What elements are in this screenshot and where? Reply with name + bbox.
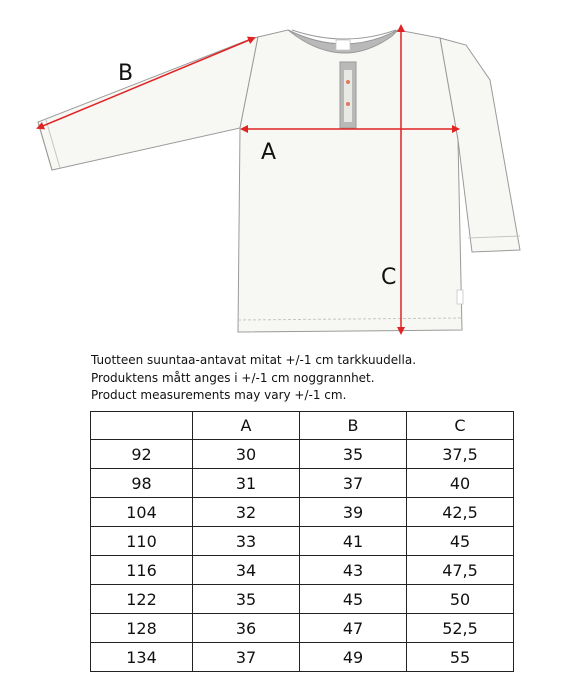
cell-a: 33 (193, 527, 300, 556)
cell-size: 104 (91, 498, 193, 527)
cell-size: 128 (91, 614, 193, 643)
note-finnish: Tuotteen suuntaa-antavat mitat +/-1 cm tarkkuudella. (91, 353, 417, 367)
cell-c: 52,5 (407, 614, 514, 643)
cell-c: 50 (407, 585, 514, 614)
shirt-illustration (38, 30, 520, 332)
cell-c: 37,5 (407, 440, 514, 469)
cell-c: 47,5 (407, 556, 514, 585)
table-header-row (91, 412, 514, 440)
header-a: A (193, 412, 300, 440)
cell-a: 35 (193, 585, 300, 614)
header-b: B (300, 412, 407, 440)
cell-c: 42,5 (407, 498, 514, 527)
button-top (346, 80, 350, 84)
button-bottom (346, 102, 350, 106)
cell-size: 122 (91, 585, 193, 614)
cell-size: 134 (91, 643, 193, 672)
cell-a: 37 (193, 643, 300, 672)
cell-b: 49 (300, 643, 407, 672)
cell-size: 116 (91, 556, 193, 585)
cell-a: 32 (193, 498, 300, 527)
header-c: C (407, 412, 514, 440)
cell-a: 31 (193, 469, 300, 498)
brand-tag (336, 40, 350, 50)
cell-b: 35 (300, 440, 407, 469)
table-row (91, 643, 514, 672)
cell-b: 39 (300, 498, 407, 527)
cell-c: 40 (407, 469, 514, 498)
dim-label-c: C (381, 265, 397, 290)
cell-b: 43 (300, 556, 407, 585)
note-swedish: Produktens mått anges i +/-1 cm noggrannhet. (91, 370, 375, 385)
measurement-notes (91, 352, 416, 405)
cell-b: 45 (300, 585, 407, 614)
cell-b: 41 (300, 527, 407, 556)
table-row (91, 498, 514, 527)
cell-b: 37 (300, 469, 407, 498)
table-row (91, 556, 514, 585)
placket-inner (344, 70, 352, 122)
cell-size: 98 (91, 469, 193, 498)
cell-a: 34 (193, 556, 300, 585)
side-tag (457, 290, 463, 304)
cell-size: 110 (91, 527, 193, 556)
cell-a: 36 (193, 614, 300, 643)
table-row (91, 585, 514, 614)
table-row (91, 527, 514, 556)
cell-a: 30 (193, 440, 300, 469)
table-row (91, 469, 514, 498)
cell-size: 92 (91, 440, 193, 469)
cell-c: 55 (407, 643, 514, 672)
cell-b: 47 (300, 614, 407, 643)
size-chart-table (90, 411, 514, 672)
dim-label-a: A (261, 140, 277, 165)
table-row (91, 440, 514, 469)
note-english: Product measurements may vary +/-1 cm. (91, 388, 347, 402)
header-size (91, 412, 193, 440)
left-sleeve (38, 37, 258, 170)
cell-c: 45 (407, 527, 514, 556)
dim-label-b: B (118, 61, 134, 86)
table-row (91, 614, 514, 643)
